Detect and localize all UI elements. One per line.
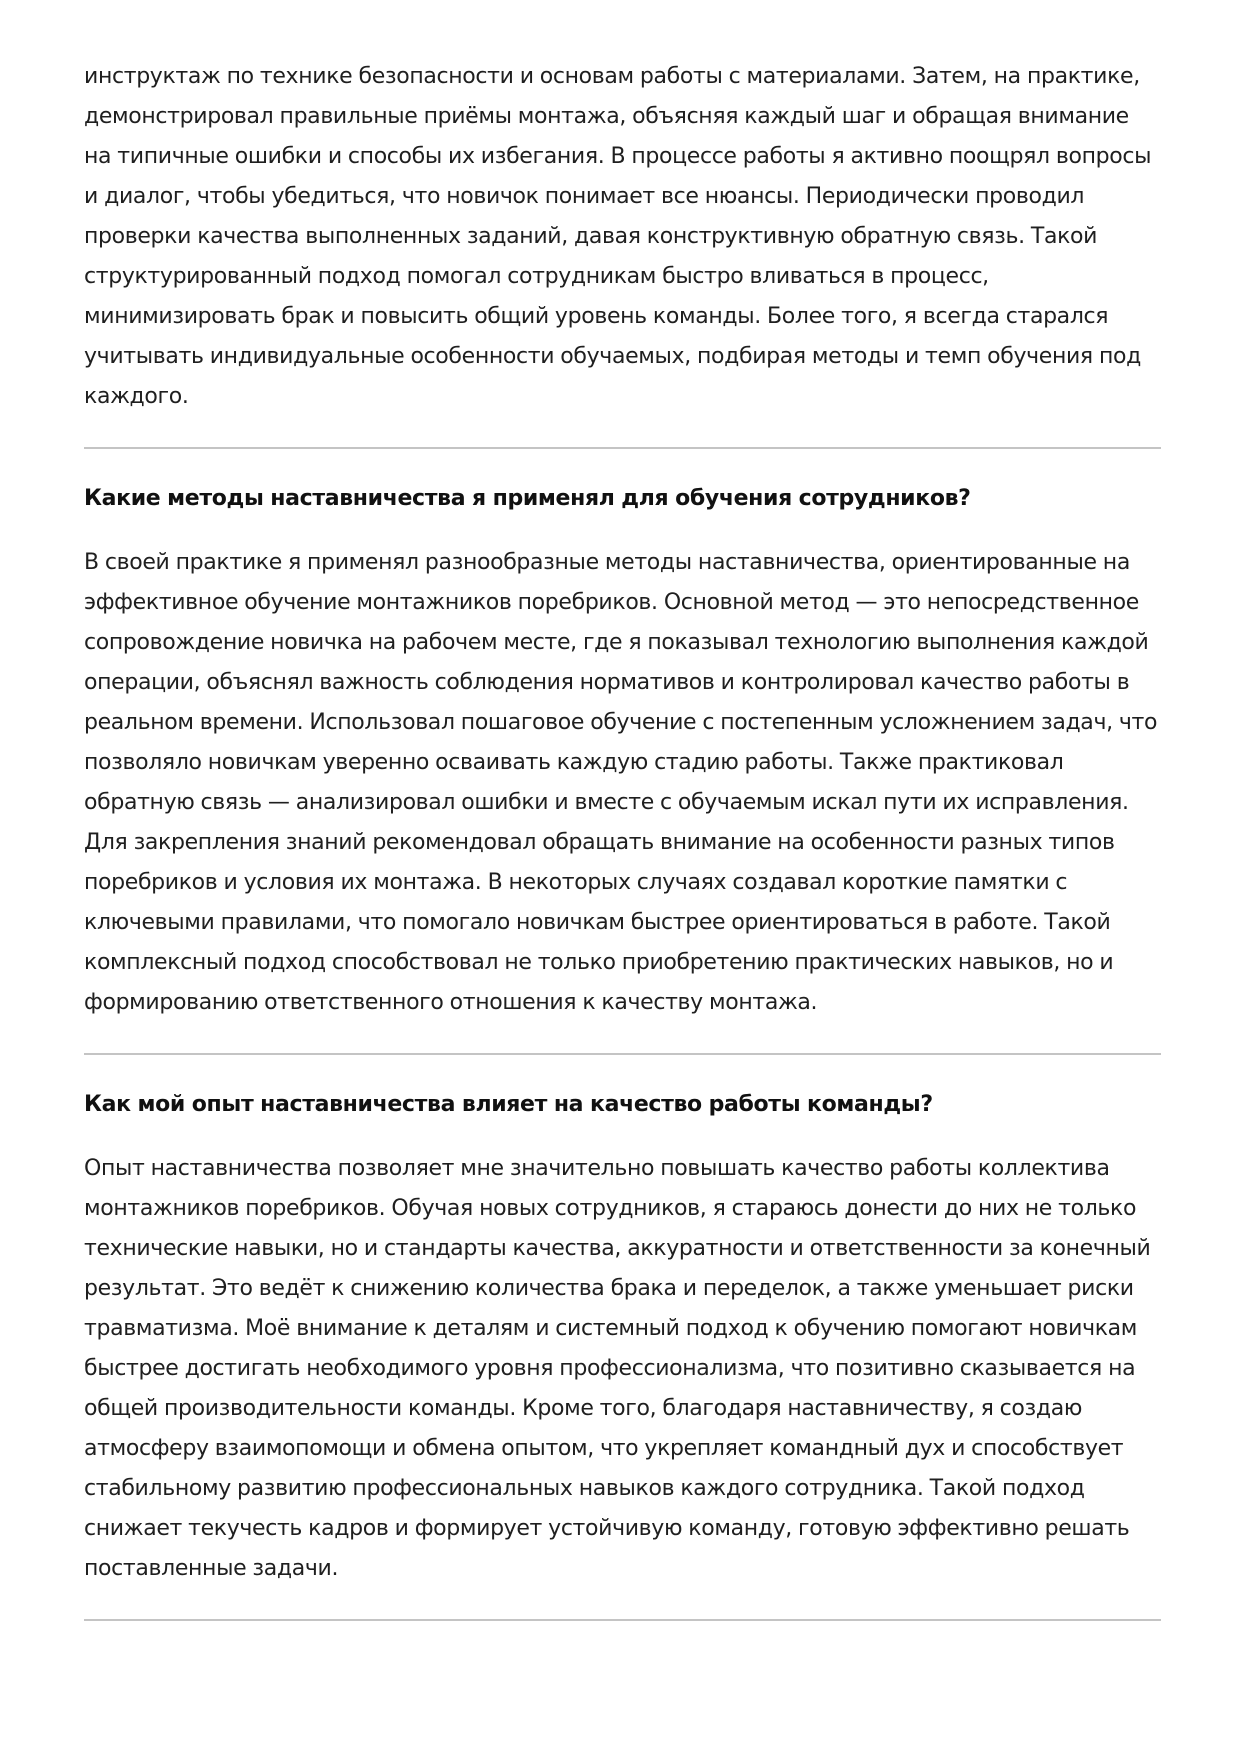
document-page <box>84 57 1161 1621</box>
section-question-1: Какие методы наставничества я применял для обучения сотрудников? <box>84 486 971 511</box>
section-answer-2: Опыт наставничества позволяет мне значительно повышать качество работы коллектива монтажников поребриков. Обучая новых сотрудников, я стараюсь донести до них не только технические навыки, но и стандарты качества, аккуратности и ответственности за конечный результат. Это ведёт к снижению количества брака и переделок, а также уменьшает риски травматизма. Моё внимание к деталям и системный подход к обучению помогают новичкам быстрее достигать необходимого уровня профессионализма, что позитивно сказывается на общей производительности команды. Кроме того, благодаря наставничеству, я создаю атмосферу взаимопомощи и обмена опытом, что укрепляет командный дух и способствует стабильному развитию профессиональных навыков каждого сотрудника. Такой подход снижает текучесть кадров и формирует устойчивую команду, готовую эффективно решать поставленные задачи. <box>84 1156 1151 1581</box>
intro-paragraph: инструктаж по технике безопасности и основам работы с материалами. Затем, на практике, демонстрировал правильные приёмы монтажа, объясняя каждый шаг и обращая внимание на типичные ошибки и способы их избегания. В процессе работы я активно поощрял вопросы и диалог, чтобы убедиться, что новичок понимает все нюансы. Периодически проводил проверки качества выполненных заданий, давая конструктивную обратную связь. Такой структурированный подход помогал сотрудникам быстро вливаться в процесс, минимизировать брак и повысить общий уровень команды. Более того, я всегда старался учитывать индивидуальные особенности обучаемых, подбирая методы и темп обучения под каждого. <box>84 64 1152 409</box>
section-question-2: Как мой опыт наставничества влияет на качество работы команды? <box>84 1092 933 1117</box>
section-answer-1: В своей практике я применял разнообразные методы наставничества, ориентированные на эффективное обучение монтажников поребриков. Основной метод — это непосредственное сопровождение новичка на рабочем месте, где я показывал технологию выполнения каждой операции, объяснял важность соблюдения нормативов и контролировал качество работы в реальном времени. Использовал пошаговое обучение с постепенным усложнением задач, что позволяло новичкам уверенно осваивать каждую стадию работы. Также практиковал обратную связь — анализировал ошибки и вместе с обучаемым искал пути их исправления. Для закрепления знаний рекомендовал обращать внимание на особенности разных типов поребриков и условия их монтажа. В некоторых случаях создавал короткие памятки с ключевыми правилами, что помогало новичкам быстрее ориентироваться в работе. Такой комплексный подход способствовал не только приобретению практических навыков, но и формированию ответственного отношения к качеству монтажа. <box>84 550 1158 1015</box>
section-divider <box>84 447 1161 449</box>
section-divider <box>84 1619 1161 1621</box>
section-divider <box>84 1053 1161 1055</box>
